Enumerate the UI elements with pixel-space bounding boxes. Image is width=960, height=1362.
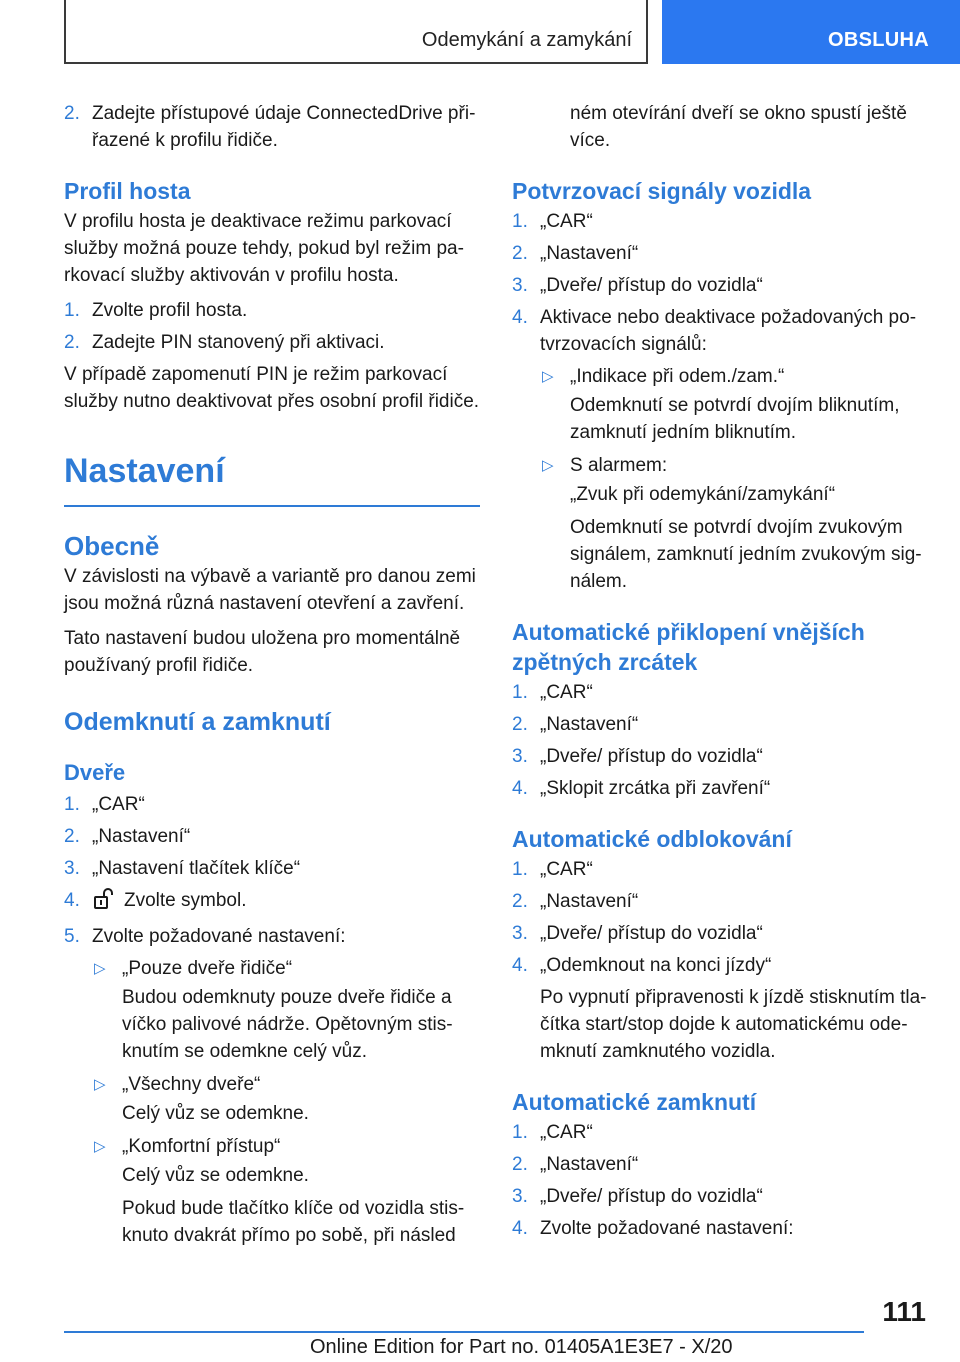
list-item: 5. Zvolte požadované nastavení: (64, 926, 346, 947)
list-item: 1. „CAR“ (64, 794, 145, 815)
step-list (64, 100, 480, 154)
mirror-steps (512, 679, 928, 802)
list-item: 2. „Nastavení“ (64, 826, 191, 847)
paragraph: V závislosti na výbavě a variantě pro danou zemi jsou možná různá nastavení otevření a zavření. (64, 566, 476, 614)
list-item: 4. „Sklopit zrcátka při zavření“ (512, 778, 771, 799)
page-header (0, 0, 960, 66)
list-item: ▷ S alarmem: „Zvuk při odemykání/zamykání“ Odemknutí se potvrdí dvojím zvukovým signálem, zamknutí jedním zvukovým signálem. (542, 455, 922, 592)
heading-mirror-fold: Automatické přiklopení vnějších zpětných zrcátek (512, 619, 865, 675)
confirm-options (540, 363, 928, 595)
list-item: 2. „Nastavení“ (512, 891, 639, 912)
paragraph: Po vypnutí připravenosti k jízdě stisknutím tlačítka start/stop dojde k automatickému odemknutí zamknutého vozidla. (540, 987, 927, 1062)
heading-general: Obecně (64, 531, 160, 561)
heading-settings: Nastavení (64, 449, 480, 507)
heading-confirm-signals: Potvrzovací signály vozidla (512, 178, 812, 204)
list-item: 3. „Nastavení tlačítek klíče“ (64, 858, 301, 879)
section-title: Odemykání a zamykání (64, 0, 648, 64)
list-item: 1. Zvolte profil hosta. (64, 300, 248, 321)
heading-doors: Dveře (64, 760, 126, 785)
list-item: ▷ „Komfortní přístup“ Celý vůz se odemkne. Pokud bude tlačítko klíče od vozidla stisknuto dvakrát přímo po sobě, při násled (94, 1136, 465, 1246)
heading-guest-profile: Profil hosta (64, 178, 191, 204)
doors-options (92, 955, 480, 1249)
list-item: 3. „Dveře/ přístup do vozidla“ (512, 275, 763, 296)
footer-divider (64, 1331, 864, 1333)
list-item: 1. „CAR“ (512, 1122, 593, 1143)
doors-steps (64, 791, 480, 950)
paragraph: V profilu hosta je deaktivace režimu parkovací služby možná pouze tehdy, pokud byl režim parkovací služby aktivován v profilu hosta. (64, 211, 464, 286)
chapter-tab: OBSLUHA (662, 0, 960, 64)
right-column (512, 100, 928, 1247)
autounlock-steps (512, 856, 928, 979)
list-item: ▷ „Pouze dveře řidiče“ Budou odemknuty pouze dveře řidiče a víčko palivové nádrže. Opětovným stisknutím se odemkne celý vůz. (94, 958, 453, 1062)
list-item: 4. Aktivace nebo deaktivace požadovaných potvrzovacích signálů: (512, 307, 917, 355)
list-item: 2. „Nastavení“ (512, 714, 639, 735)
list-item: ▷ „Všechny dveře“ Celý vůz se odemkne. (94, 1074, 309, 1124)
paragraph-continued: ném otevírání dveří se okno spustí ještě více. (570, 103, 907, 151)
list-item: ▷ „Indikace při odem./zam.“ Odemknutí se potvrdí dvojím bliknutím, zamknutí jedním bliknutím. (542, 366, 900, 443)
heading-auto-lock: Automatické zamknutí (512, 1089, 757, 1115)
list-item: 4. „Odemknout na konci jízdy“ (512, 955, 772, 976)
list-item: 1. „CAR“ (512, 211, 593, 232)
list-item: 1. „CAR“ (512, 859, 593, 880)
left-column (64, 100, 480, 1255)
confirm-steps (512, 208, 928, 358)
paragraph: Tato nastavení budou uložena pro momentálně používaný profil řidiče. (64, 628, 461, 676)
paragraph: V případě zapomenutí PIN je režim parkovací služby nutno deaktivovat přes osobní profil řidiče. (64, 364, 480, 412)
edition-info: Online Edition for Part no. 01405A1E3E7 - X/20 (310, 1336, 733, 1358)
list-item: 2. Zadejte přístupové údaje ConnectedDrive přiřazené k profilu řidiče. (64, 103, 476, 151)
list-item: 3. „Dveře/ přístup do vozidla“ (512, 1186, 763, 1207)
list-item: 3. „Dveře/ přístup do vozidla“ (512, 746, 763, 767)
heading-unlock-lock: Odemknutí a zamknutí (64, 708, 331, 736)
guest-steps (64, 297, 480, 356)
autolock-steps (512, 1119, 928, 1242)
list-item: 3. „Dveře/ přístup do vozidla“ (512, 923, 763, 944)
list-item: 4. Zvolte symbol. (64, 887, 480, 918)
list-item: 1. „CAR“ (512, 682, 593, 703)
list-item: 4. Zvolte požadované nastavení: (512, 1218, 794, 1239)
list-item: 2. „Nastavení“ (512, 1154, 639, 1175)
list-item: 2. Zadejte PIN stanovený při aktivaci. (64, 332, 385, 353)
heading-auto-unlock: Automatické odblokování (512, 826, 792, 852)
list-item: 2. „Nastavení“ (512, 243, 639, 264)
unlock-icon (92, 888, 116, 918)
page-number: 111 (882, 1296, 926, 1327)
